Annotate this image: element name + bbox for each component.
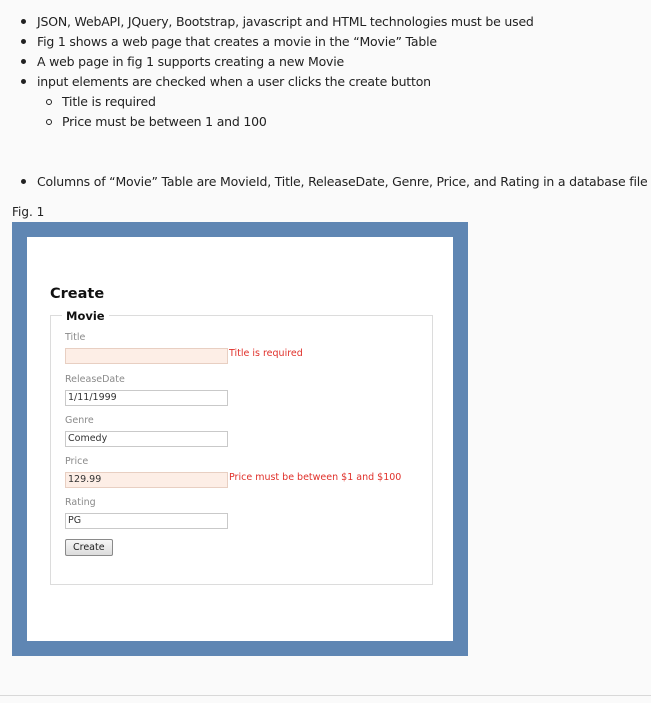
price-label: Price <box>65 456 89 467</box>
movie-fieldset <box>50 309 433 585</box>
title-error: Title is required <box>229 348 303 359</box>
requirement-item: Columns of “Movie” Table are MovieId, Title, ReleaseDate, Genre, Price, and Rating in a database file <box>0 172 651 192</box>
figure-frame <box>12 222 468 656</box>
requirement-item: Fig 1 shows a web page that creates a movie in the “Movie” Table <box>0 32 651 52</box>
rating-input[interactable]: PG <box>65 513 228 529</box>
release-date-label: ReleaseDate <box>65 374 125 385</box>
divider <box>0 695 651 696</box>
title-label: Title <box>65 332 86 343</box>
genre-label: Genre <box>65 415 94 426</box>
genre-field-group <box>65 415 228 447</box>
rating-field-group <box>65 497 228 529</box>
release-date-input[interactable]: 1/11/1999 <box>65 390 228 406</box>
requirement-item: input elements are checked when a user clicks the create button <box>0 72 651 92</box>
price-field-group <box>65 456 402 488</box>
title-input[interactable] <box>65 348 228 364</box>
requirements-list <box>0 12 651 192</box>
fieldset-legend: Movie <box>62 309 109 323</box>
genre-input[interactable]: Comedy <box>65 431 228 447</box>
figure-caption: Fig. 1 <box>12 205 45 219</box>
price-error: Price must be between $1 and $100 <box>229 472 402 483</box>
requirement-item: A web page in fig 1 supports creating a new Movie <box>0 52 651 72</box>
page-title: Create <box>50 286 105 302</box>
requirement-subitem: Price must be between 1 and 100 <box>0 112 651 132</box>
requirement-item: JSON, WebAPI, JQuery, Bootstrap, javascript and HTML technologies must be used <box>0 12 651 32</box>
create-button[interactable]: Create <box>65 539 113 556</box>
price-input[interactable]: 129.99 <box>65 472 228 488</box>
create-movie-form-screenshot <box>27 237 453 641</box>
title-field-group <box>65 332 303 364</box>
release-date-field-group <box>65 374 228 406</box>
requirement-subitem: Title is required <box>0 92 651 112</box>
rating-label: Rating <box>65 497 96 508</box>
